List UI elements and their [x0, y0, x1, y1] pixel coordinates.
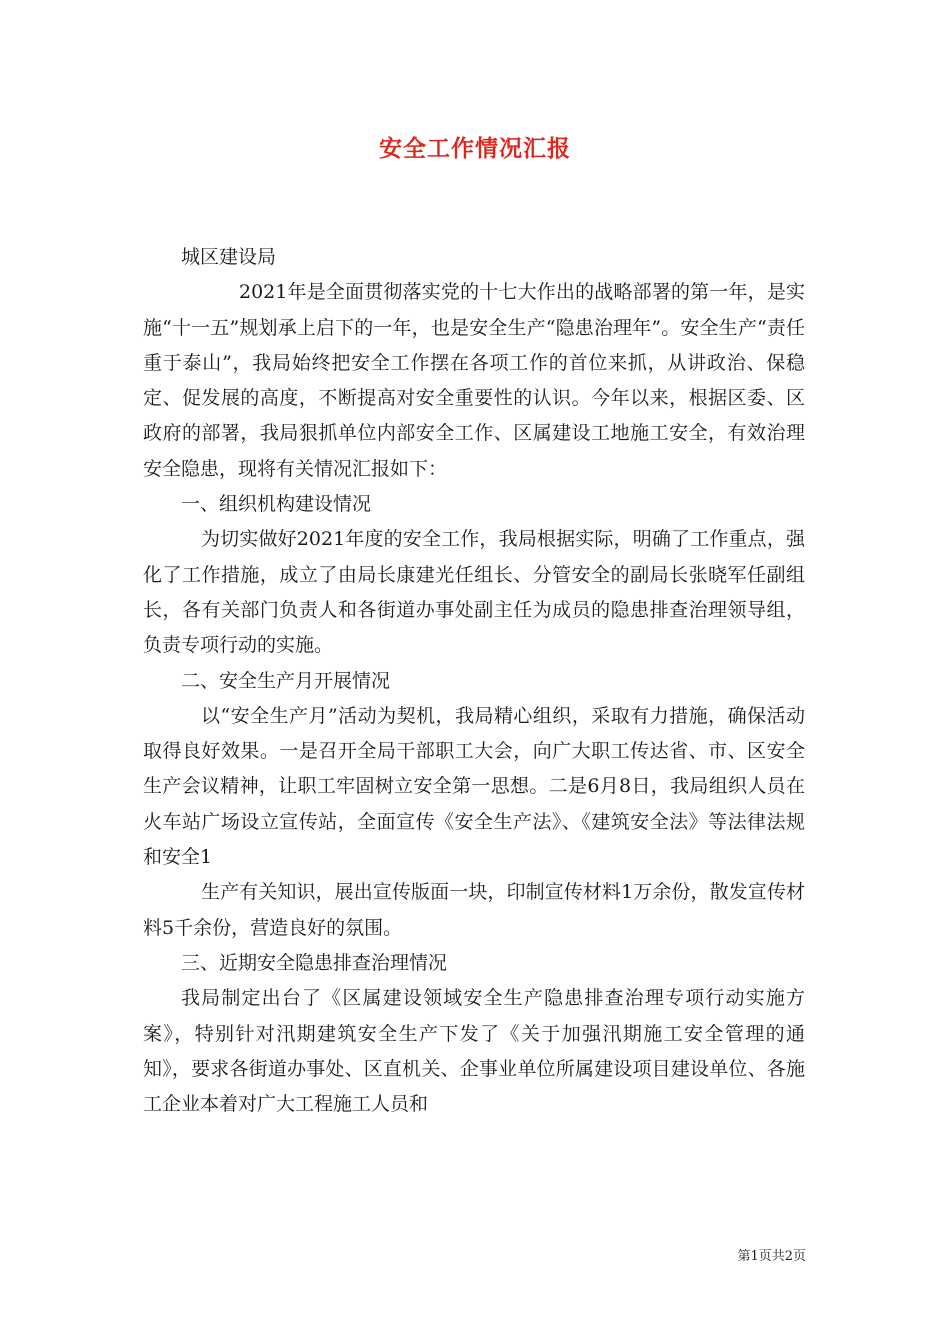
section-heading-2: 二、安全生产月开展情况 [181, 669, 391, 692]
section-1-paragraph: 为切实做好2021年度的安全工作，我局根据实际，明确了工作重点，强化了工作措施，成立了由局长康建光任组长、分管安全的副局长张晓军任副组长，各有关部门负责人和各街道办事处副主任为成员的隐患排查治理领导组，负责专项行动的实施。 [143, 528, 805, 657]
section-2-continuation: 生产有关知识，展出宣传版面一块，印制宣传材料1万余份，散发宣传材料5千余份，营造良好的氛围。 [143, 881, 805, 939]
intro-paragraph: 2021年是全面贯彻落实党的十七大作出的战略部署的第一年，是实施“十一五”规划承上启下的一年，也是安全生产“隐患治理年”。安全生产“责任重于泰山”，我局始终把安全工作摆在各项工作的首位来抓，从讲政治、保稳定、促发展的高度，不断提高对安全重要性的认识。今年以来，根据区委、区政府的部署，我局狠抓单位内部安全工作、区属建设工地施工安全，有效治理安全隐患，现将有关情况汇报如下： [143, 281, 805, 480]
section-2-paragraph: 以“安全生产月”活动为契机，我局精心组织，采取有力措施，确保活动取得良好效果。一是召开全局干部职工大会，向广大职工传达省、市、区安全生产会议精神，让职工牢固树立安全第一思想。二是6月8日，我局组织人员在火车站广场设立宣传站，全面宣传《安全生产法》、《建筑安全法》等法律法规和安全1 [143, 704, 805, 869]
section-heading-3: 三、近期安全隐患排查治理情况 [181, 951, 448, 974]
page-title: 安全工作情况汇报 [379, 135, 571, 162]
page-number: 第1页共2页 [737, 1249, 806, 1264]
document-body [143, 240, 805, 1122]
section-3-paragraph: 我局制定出台了《区属建设领域安全生产隐患排查治理专项行动实施方案》，特别针对汛期建筑安全生产下发了《关于加强汛期施工安全管理的通知》，要求各街道办事处、区直机关、企事业单位所属建设项目建设单位、各施工企业本着对广大工程施工人员和 [143, 987, 805, 1116]
section-heading-1: 一、组织机构建设情况 [181, 493, 372, 516]
organization-name: 城区建设局 [181, 246, 277, 268]
